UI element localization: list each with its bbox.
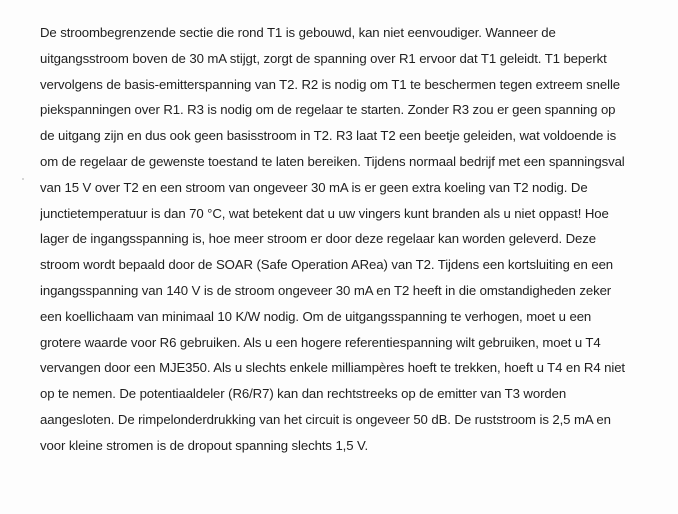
text-line-15: op te nemen. De potentiaaldeler (R6/R7) kan dan rechtstreeks op de emitter van T3 worden: [40, 386, 567, 402]
text-line-9: lager de ingangsspanning is, hoe meer stroom er door deze regelaar kan worden geleverd. Deze: [40, 231, 597, 247]
text-line-8: junctietemperatuur is dan 70 °C, wat betekent dat u uw vingers kunt branden als u niet oppast! Hoe: [40, 205, 609, 221]
text-line-5: de uitgang zijn en dus ook geen basisstroom in T2. R3 laat T2 een beetje geleiden, wat voldoende is: [40, 128, 617, 144]
text-line-7: van 15 V over T2 en een stroom van ongeveer 30 mA is er geen extra koeling van T2 nodig. De: [40, 179, 588, 195]
text-line-1: De stroombegrenzende sectie die rond T1 is gebouwd, kan niet eenvoudiger. Wanneer de: [40, 25, 556, 40]
text-line-3: vervolgens de basis-emitterspanning van T2. R2 is nodig om T1 te beschermen tegen extreem snelle: [40, 76, 621, 92]
text-line-2: uitgangsstroom boven de 30 mA stijgt, zorgt de spanning over R1 ervoor dat T1 geleidt. T1 beperkt: [40, 50, 607, 66]
text-line-11: ingangsspanning van 140 V is de stroom ongeveer 30 mA en T2 heeft in die omstandigheden zeker: [40, 282, 612, 298]
text-line-13: grotere waarde voor R6 gebruiken. Als u een hogere referentiespanning wilt gebruiken, moet u T4: [40, 334, 601, 350]
text-line-12: een koellichaam van minimaal 10 K/W nodig. Om de uitgangsspanning te verhogen, moet u een: [40, 308, 592, 324]
text-line-14: vervangen door een MJE350. Als u slechts enkele milliampères hoeft te trekken, hoeft u T4 en R4 niet: [40, 360, 625, 376]
text-line-17: voor kleine stromen is de dropout spanning slechts 1,5 V.: [40, 437, 369, 453]
text-line-4: piekspanningen over R1. R3 is nodig om de regelaar te starten. Zonder R3 zou er geen spanning op: [40, 102, 616, 118]
text-line-10: stroom wordt bepaald door de SOAR (Safe Operation ARea) van T2. Tijdens een kortsluiting en een: [40, 257, 614, 273]
text-line-6: om de regelaar de gewenste toestand te laten bereiken. Tijdens normaal bedrijf met een spanningsval: [40, 153, 625, 169]
text-line-16: aangesloten. De rimpelonderdrukking van het circuit is ongeveer 50 dB. De ruststroom is 2,5 mA en: [40, 411, 611, 427]
paragraph: [40, 20, 670, 459]
scan-speck: [22, 178, 24, 180]
